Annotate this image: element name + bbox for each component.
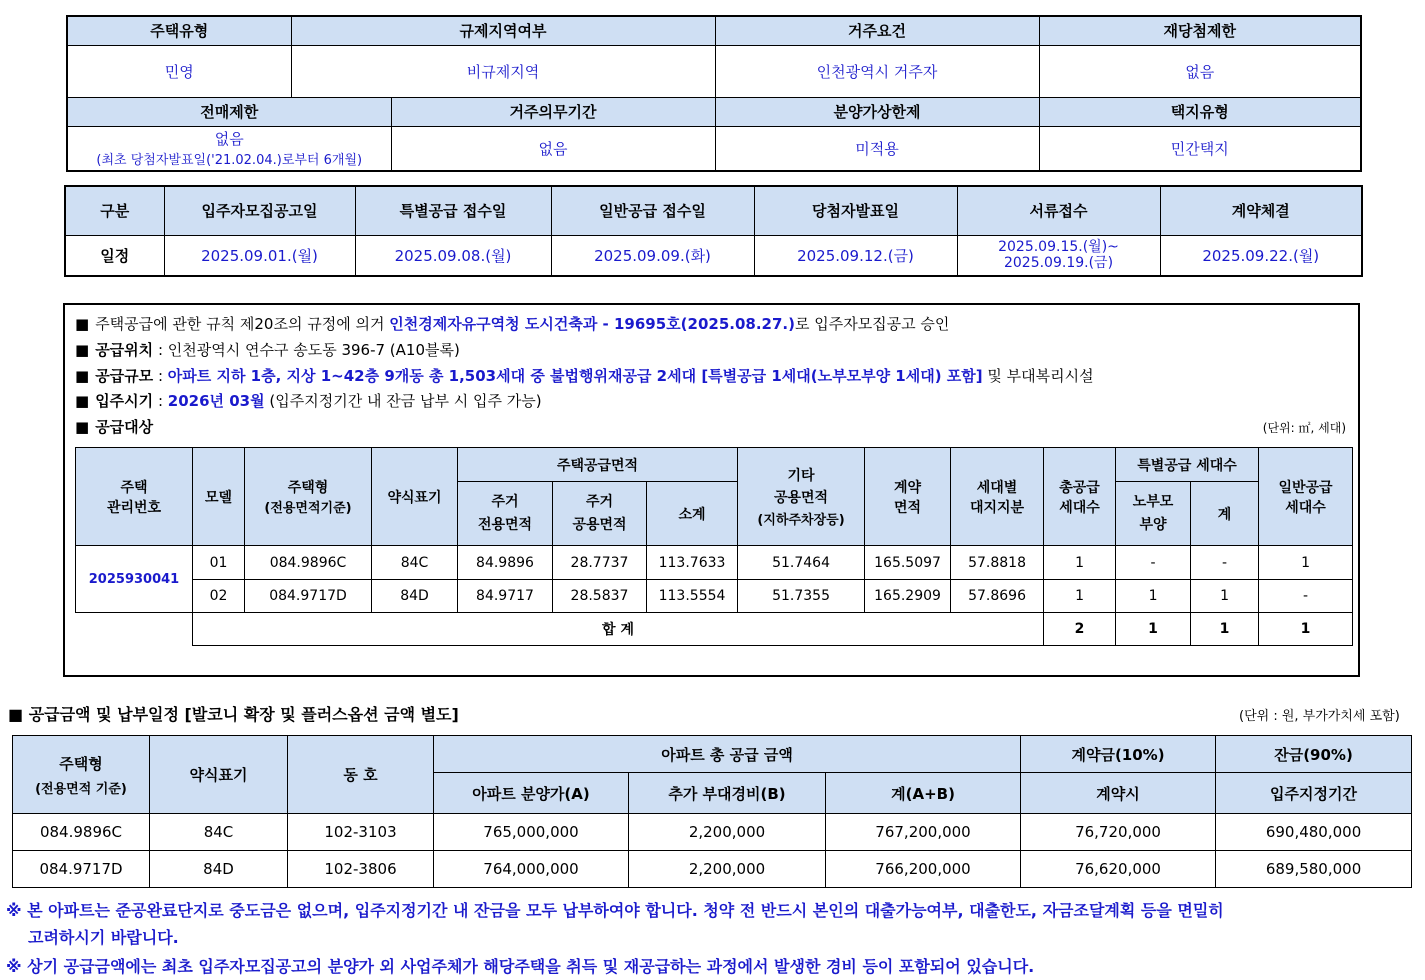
value-residence-obligation: 없음	[391, 126, 715, 171]
supply-header-special-sum: 계	[1191, 482, 1259, 546]
resale-value: 없음	[214, 130, 244, 149]
table-row: 084.9717D 84D 102-3806 764,000,000 2,200,000 766,200,000 76,620,000 689,580,000	[13, 851, 1412, 888]
note-2: ※ 상기 공급금액에는 최초 입주자모집공고의 분양가 외 사업주체가 해당주택을 취득 및 재공급하는 과정에서 발생한 경비 등이 포함되어 있습니다.	[6, 957, 1035, 976]
price-header-abbr: 약식표기	[150, 736, 288, 814]
header-rewin-restriction: 재당첨제한	[1039, 16, 1361, 45]
supply-header-elderly: 노부모 부양	[1116, 482, 1191, 546]
value-resale-restriction	[67, 126, 391, 171]
supply-header-land: 세대별 대지지분	[951, 448, 1044, 546]
notice-line-movein: ■ 입주시기 : 2026년 03월 (입주지정기간 내 잔금 납부 시 입주 가능)	[75, 392, 542, 410]
value-housing-type: 민영	[67, 45, 291, 97]
table-row: 02 084.9717D 84D 84.9717 28.5837 113.5554 51.7355 165.2909 57.8696 1 1 1 -	[76, 579, 1353, 612]
notice-line-location: ■ 공급위치 : 인천광역시 연수구 송도동 396-7 (A10블록)	[75, 341, 460, 359]
schedule-header-general: 일반공급 접수일	[551, 186, 754, 235]
docs-date-start: 2025.09.15.(월)~	[998, 239, 1119, 256]
schedule-header-winner: 당첨자발표일	[754, 186, 957, 235]
header-residence-requirement: 거주요건	[715, 16, 1039, 45]
supply-header-mgmt-no: 주택 관리번호	[76, 448, 193, 546]
schedule-table	[64, 185, 1363, 277]
table-row: 2025930041 01 084.9896C 84C 84.9896 28.7737 113.7633 51.7464 165.5097 57.8818 1 - - 1	[76, 546, 1353, 579]
mgmt-number: 2025930041	[76, 546, 193, 612]
supply-header-common: 주거 공용면적	[553, 482, 647, 546]
bullet-square: ■	[75, 315, 90, 333]
supply-table	[75, 447, 1353, 646]
schedule-header-notice: 입주자모집공고일	[164, 186, 355, 235]
price-header-type: 주택형 (전용면적 기준)	[13, 736, 150, 814]
notice-line-approval: ■ 주택공급에 관한 규칙 제20조의 규정에 의거 인천경제자유구역청 도시건축과 - 19695호(2025.08.27.)로 입주자모집공고 승인	[75, 315, 950, 333]
supply-header-contract: 계약 면적	[865, 448, 951, 546]
header-price-cap: 분양가상한제	[715, 97, 1039, 126]
value-regulated-area: 비규제지역	[291, 45, 715, 97]
docs-date-end: 2025.09.19.(금)	[1003, 255, 1114, 272]
supply-header-total: 총공급 세대수	[1044, 448, 1116, 546]
notice-line-scale: ■ 공급규모 : 아파트 지하 1층, 지상 1~42층 9개동 총 1,503세대 중 불법행위재공급 2세대 [특별공급 1세대(노부모부양 1세대) 포함] 및 부대복리시설	[75, 367, 1094, 385]
schedule-general-date: 2025.09.09.(화)	[551, 235, 754, 276]
price-header-balance: 잔금(90%)	[1216, 736, 1412, 773]
area-unit-label: (단위: ㎡, 세대)	[1262, 421, 1346, 435]
value-price-cap: 미적용	[715, 126, 1039, 171]
supply-header-exclusive: 주거 전용면적	[458, 482, 553, 546]
price-header-ab: 계(A+B)	[826, 773, 1021, 814]
price-header-unit: 동 호	[288, 736, 434, 814]
price-unit-label: (단위 : 원, 부가가치세 포함)	[1239, 709, 1400, 724]
supply-header-subtotal: 소계	[647, 482, 738, 546]
supply-header-type: 주택형 (전용면적기준)	[245, 448, 372, 546]
price-header-a: 아파트 분양가(A)	[434, 773, 629, 814]
notice-box	[63, 303, 1360, 677]
notice-line-target: ■ 공급대상	[75, 418, 154, 436]
price-header-total: 아파트 총 공급 금액	[434, 736, 1021, 773]
header-resale-restriction: 전매제한	[67, 97, 391, 126]
supply-header-abbr: 약식표기	[372, 448, 458, 546]
note-1-line-1: ※ 본 아파트는 준공완료단지로 중도금은 없으며, 입주지정기간 내 잔금을 모두 납부하여야 합니다. 청약 전 반드시 본인의 대출가능여부, 대출한도, 자금조달계획 등을 면밀히	[6, 901, 1224, 920]
price-header-move-in: 입주지정기간	[1216, 773, 1412, 814]
schedule-header-special: 특별공급 접수일	[355, 186, 551, 235]
schedule-notice-date: 2025.09.01.(월)	[164, 235, 355, 276]
supply-header-area: 주택공급면적	[458, 448, 738, 482]
total-row: 합 계 2 1 1 1	[76, 612, 1353, 645]
price-section-title: ■ 공급금액 및 납부일정 [발코니 확장 및 플러스옵션 금액 별도]	[8, 705, 459, 724]
schedule-header-contract: 계약체결	[1160, 186, 1362, 235]
price-header-on-contract: 계약시	[1021, 773, 1216, 814]
schedule-docs-date	[957, 235, 1160, 276]
price-header-deposit: 계약금(10%)	[1021, 736, 1216, 773]
header-residence-obligation: 거주의무기간	[391, 97, 715, 126]
total-label: 합 계	[193, 612, 1044, 645]
price-header-b: 추가 부대경비(B)	[629, 773, 826, 814]
schedule-header-category: 구분	[65, 186, 164, 235]
housing-info-table	[66, 15, 1362, 172]
value-rewin-restriction: 없음	[1039, 45, 1361, 97]
schedule-winner-date: 2025.09.12.(금)	[754, 235, 957, 276]
supply-header-general: 일반공급 세대수	[1259, 448, 1353, 546]
resale-note: (최초 당첨자발표일('21.02.04.)로부터 6개월)	[96, 153, 363, 169]
bullet-square: ■	[75, 418, 90, 436]
schedule-row-label: 일정	[65, 235, 164, 276]
supply-header-special: 특별공급 세대수	[1116, 448, 1259, 482]
note-1-line-2: 고려하시기 바랍니다.	[28, 928, 179, 947]
bullet-square: ■	[75, 367, 90, 385]
approval-number: 인천경제자유구역청 도시건축과 - 19695호(2025.08.27.)	[389, 315, 795, 333]
supply-header-other: 기타 공용면적 (지하주차장등)	[738, 448, 865, 546]
bullet-square: ■	[75, 341, 90, 359]
header-housing-type: 주택유형	[67, 16, 291, 45]
header-land-type: 택지유형	[1039, 97, 1361, 126]
table-row: 084.9896C 84C 102-3103 765,000,000 2,200,000 767,200,000 76,720,000 690,480,000	[13, 814, 1412, 851]
value-residence-requirement: 인천광역시 거주자	[715, 45, 1039, 97]
schedule-contract-date: 2025.09.22.(월)	[1160, 235, 1362, 276]
schedule-special-date: 2025.09.08.(월)	[355, 235, 551, 276]
price-table	[12, 735, 1412, 888]
supply-header-model: 모델	[193, 448, 245, 546]
value-land-type: 민간택지	[1039, 126, 1361, 171]
header-regulated-area: 규제지역여부	[291, 16, 715, 45]
bullet-square: ■	[75, 392, 90, 410]
schedule-header-docs: 서류접수	[957, 186, 1160, 235]
